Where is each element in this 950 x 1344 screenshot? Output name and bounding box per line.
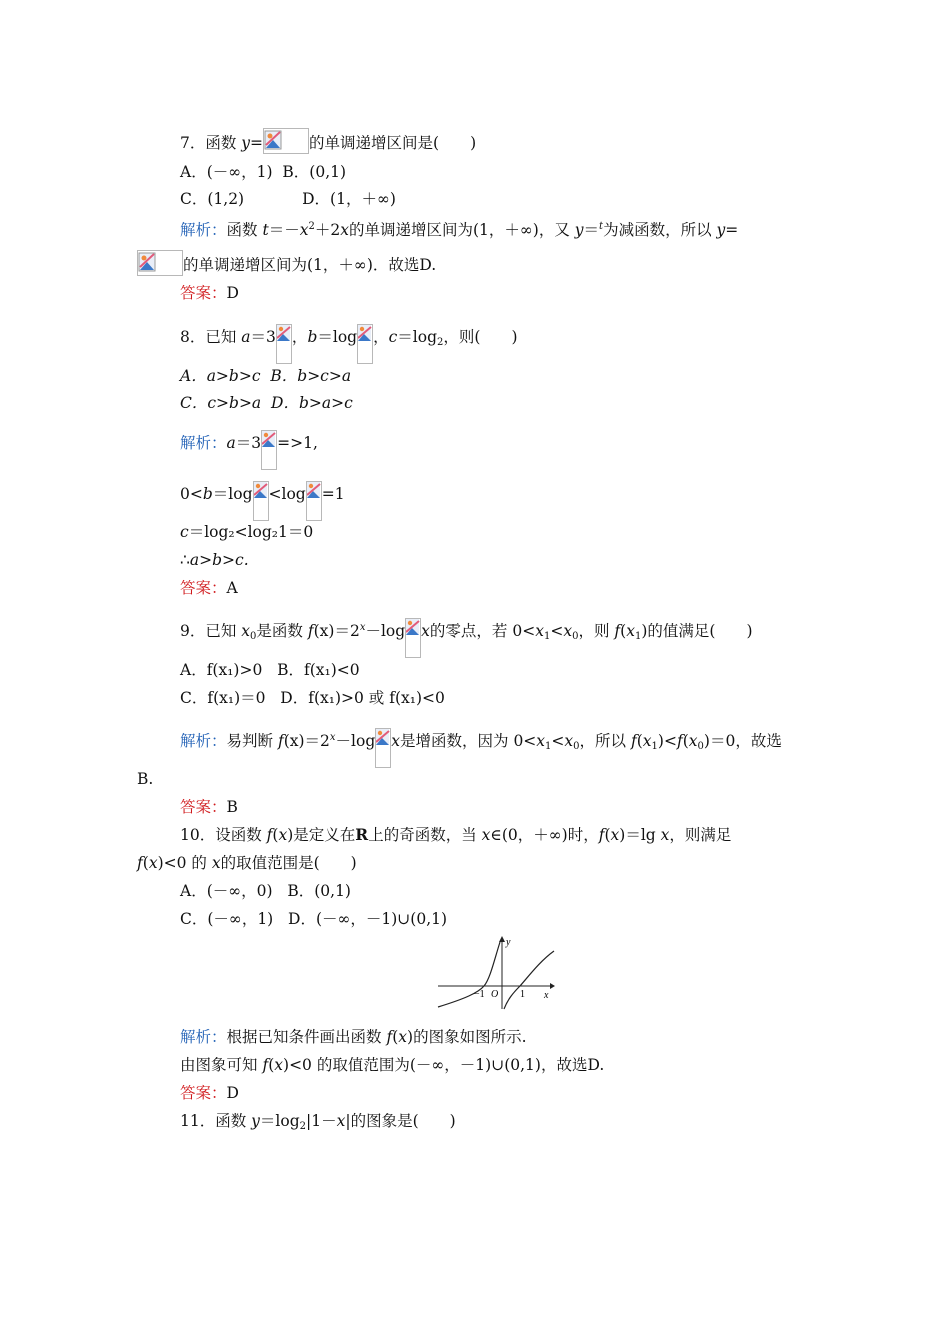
q7-analysis-line2: 的单调递增区间为(1，＋∞)．故选D.: [137, 250, 436, 276]
q9-stem: 9．已知 $x_0$是函数 $f(x)=2^x-\log$ x的零点，若 $0<x_1<x_0$，则 $f(x_1)$的值满足( ): [180, 618, 753, 658]
function-graph: [436, 935, 556, 1011]
broken-image-icon: [405, 618, 421, 658]
q10-analysis-line2: 由图象可知 f(x)<0 的取值范围为(－∞，－1)∪(0,1)，故选D.: [180, 1056, 605, 1074]
q10-answer: 答案：D: [180, 1084, 239, 1102]
broken-image-icon: [263, 128, 309, 154]
q8-stem: 8．已知 a＝3 ，b＝log ，$c=\log_2$，则( ): [180, 324, 518, 364]
q9-options-ab: A．f(x₁)>0 B．f(x₁)<0: [180, 661, 360, 679]
broken-image-icon: [253, 481, 269, 521]
q9-options-cd: C．f(x₁)＝0 D．f(x₁)>0 或 f(x₁)<0: [180, 689, 445, 707]
q11-stem: 11．函数 $y=\log_2|1-x|$的图象是( ): [180, 1112, 456, 1132]
x-axis-arrow: [550, 983, 555, 989]
broken-image-icon: [276, 324, 292, 364]
origin-label: O: [491, 989, 499, 1000]
q9-analysis: 解析：易判断 $f(x)=2^x-\log$ x是增函数，因为 $0<x_1<x_0$，所以 $f(x_1)<f(x_0)=0$，故选: [180, 728, 782, 768]
broken-image-icon: [306, 481, 322, 521]
q9-analysis-wrap: B.: [137, 770, 154, 788]
q10-stem-line2: f(x)<0 的 x的取值范围是( ): [137, 854, 357, 872]
q8-analysis-line4: ∴a>b>c.: [180, 551, 249, 569]
broken-image-icon: [261, 430, 277, 470]
x-axis-label: x: [544, 990, 549, 1001]
tick-neg1: −1: [474, 989, 485, 1000]
y-axis-arrow: [499, 936, 505, 942]
q10-options-cd: C．(－∞，1) D．(－∞，－1)∪(0,1): [180, 910, 448, 928]
q8-answer: 答案：A: [180, 579, 238, 597]
q8-options-cd: C．c>b>a D．b>a>c: [180, 394, 353, 412]
q10-stem-line1: 10．设函数 f(x)是定义在R上的奇函数，当 x∈(0，＋∞)时，f(x)＝lg x，则满足: [180, 825, 732, 844]
q8-analysis-line1: 解析：a＝3 =>1,: [180, 430, 318, 470]
q8-options-ab: A．a>b>c B．b>c>a: [180, 367, 352, 385]
q7-analysis-line1: 解析：函数 $t=-x^2+2x$的单调递增区间为(1，＋∞)，又 y＝$^t$为减函数，所以 y=: [180, 221, 739, 239]
q10-analysis-line1: 解析：根据已知条件画出函数 f(x)的图象如图所示.: [180, 1028, 527, 1046]
broken-image-icon: [357, 324, 373, 364]
y-axis-label: y: [506, 937, 511, 948]
q7-answer: 答案：D: [180, 284, 239, 302]
broken-image-icon: [137, 250, 183, 276]
broken-image-icon: [375, 728, 391, 768]
q8-analysis-line2: 0<b＝log <log =1: [180, 481, 345, 521]
q7-options-ab: A．(－∞，1) B．(0,1): [180, 163, 347, 181]
tick-1: 1: [520, 989, 525, 1000]
q7-options-cd: C．(1,2) D．(1，＋∞): [180, 190, 396, 208]
q7-stem: 7．函数 y= 的单调递增区间是( ): [180, 128, 476, 154]
q8-analysis-line3: c＝log₂<log₂1＝0: [180, 523, 314, 541]
q10-options-ab: A．(－∞，0) B．(0,1): [180, 882, 351, 900]
q9-answer: 答案：B: [180, 798, 238, 816]
